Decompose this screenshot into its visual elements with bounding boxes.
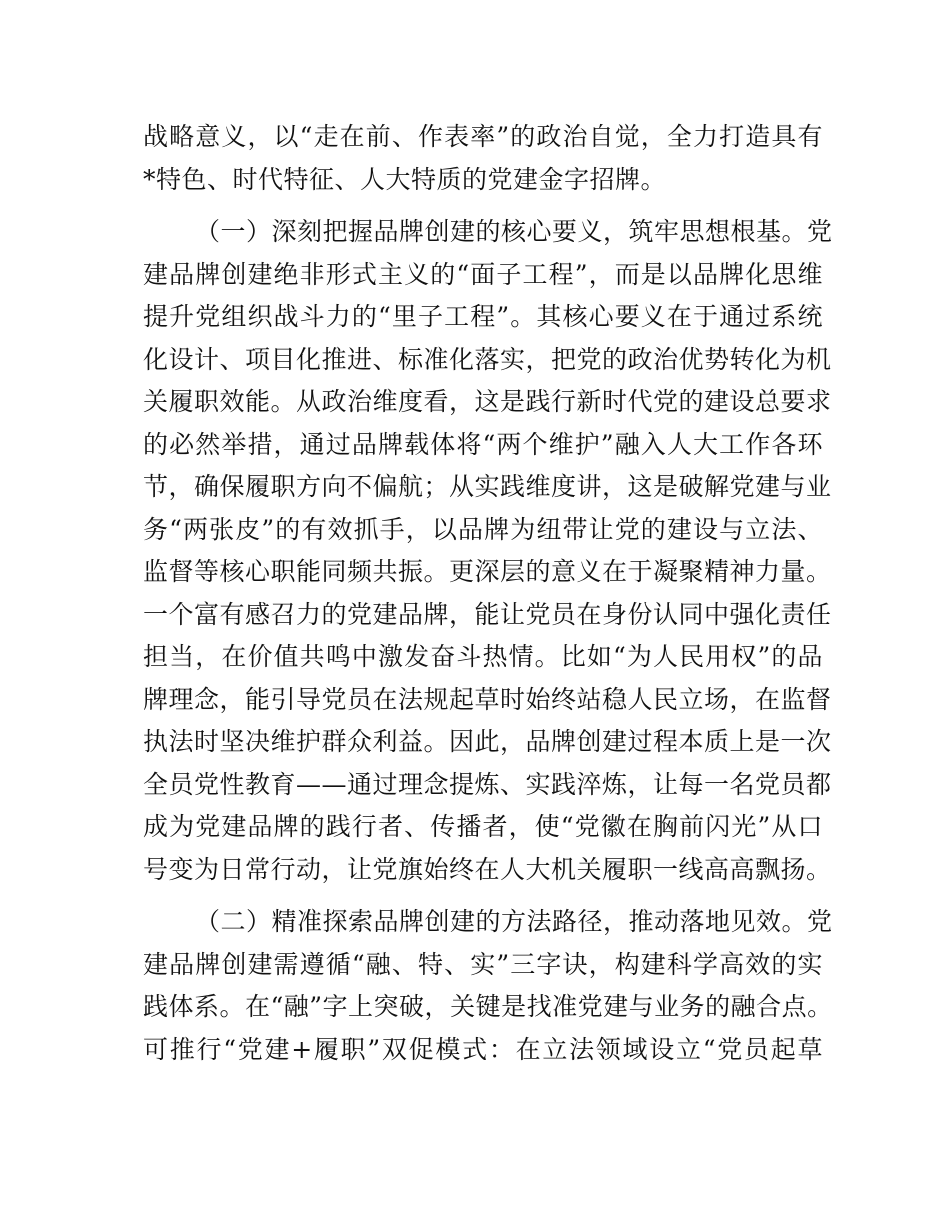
text-line: 建品牌创建需遵循“融、特、实”三字诀，构建科学高效的实	[143, 949, 823, 979]
text-line: 牌理念，能引导党员在法规起草时始终站稳人民立场，在监督	[143, 684, 832, 714]
text-line: *特色、时代特征、人大特质的党建金字招牌。	[143, 164, 667, 194]
paragraph-gap	[143, 201, 823, 211]
text-line: 关履职效能。从政治维度看，这是践行新时代党的建设总要求	[143, 387, 832, 416]
text-line: 节，确保履职方向不偏航；从实践维度讲，这是破解党建与业	[143, 472, 832, 501]
text-line: （二）精准探索品牌创建的方法路径，推动落地见效。党	[195, 907, 833, 936]
text-line: 全员党性教育——通过理念提炼、实践淬炼，让每一名党员都	[143, 769, 832, 799]
text-line: 建品牌创建绝非形式主义的“面子工程”，而是以品牌化思维	[143, 259, 823, 289]
text-line: 担当，在价值共鸣中激发奋斗热情。比如“为人民用权”的品	[143, 642, 823, 671]
text-line: 的必然举措，通过品牌载体将“两个维护”融入人大工作各环	[143, 429, 823, 459]
paragraph-gap	[143, 891, 823, 901]
text-line: 化设计、项目化推进、标准化落实，把党的政治优势转化为机	[143, 344, 832, 374]
paragraph	[143, 901, 833, 1071]
text-line: 践体系。在“融”字上突破，关键是找准党建与业务的融合点。	[143, 992, 833, 1021]
text-line: 提升党组织战斗力的“里子工程”。其核心要义在于通过系统	[143, 302, 823, 331]
text-line: 战略意义，以“走在前、作表率”的政治自觉，全力打造具有	[143, 122, 823, 151]
text-line: （一）深刻把握品牌创建的核心要义，筑牢思想根基。党	[195, 217, 833, 246]
text-line: 成为党建品牌的践行者、传播者，使“党徽在胸前闪光”从口	[143, 812, 823, 841]
paragraph	[143, 211, 833, 891]
text-line: 一个富有感召力的党建品牌，能让党员在身份认同中强化责任	[143, 599, 832, 629]
document-body	[143, 116, 833, 1071]
paragraph	[143, 116, 823, 201]
text-line: 务“两张皮”的有效抓手，以品牌为纽带让党的建设与立法、	[143, 514, 823, 544]
text-line: 号变为日常行动，让党旗始终在人大机关履职一线高高飘扬。	[143, 854, 832, 884]
text-line: 执法时坚决维护群众利益。因此，品牌创建过程本质上是一次	[143, 727, 832, 756]
text-line: 监督等核心职能同频共振。更深层的意义在于凝聚精神力量。	[143, 557, 832, 586]
text-line: 可推行“党建+履职”双促模式：在立法领域设立“党员起草	[143, 1034, 823, 1064]
